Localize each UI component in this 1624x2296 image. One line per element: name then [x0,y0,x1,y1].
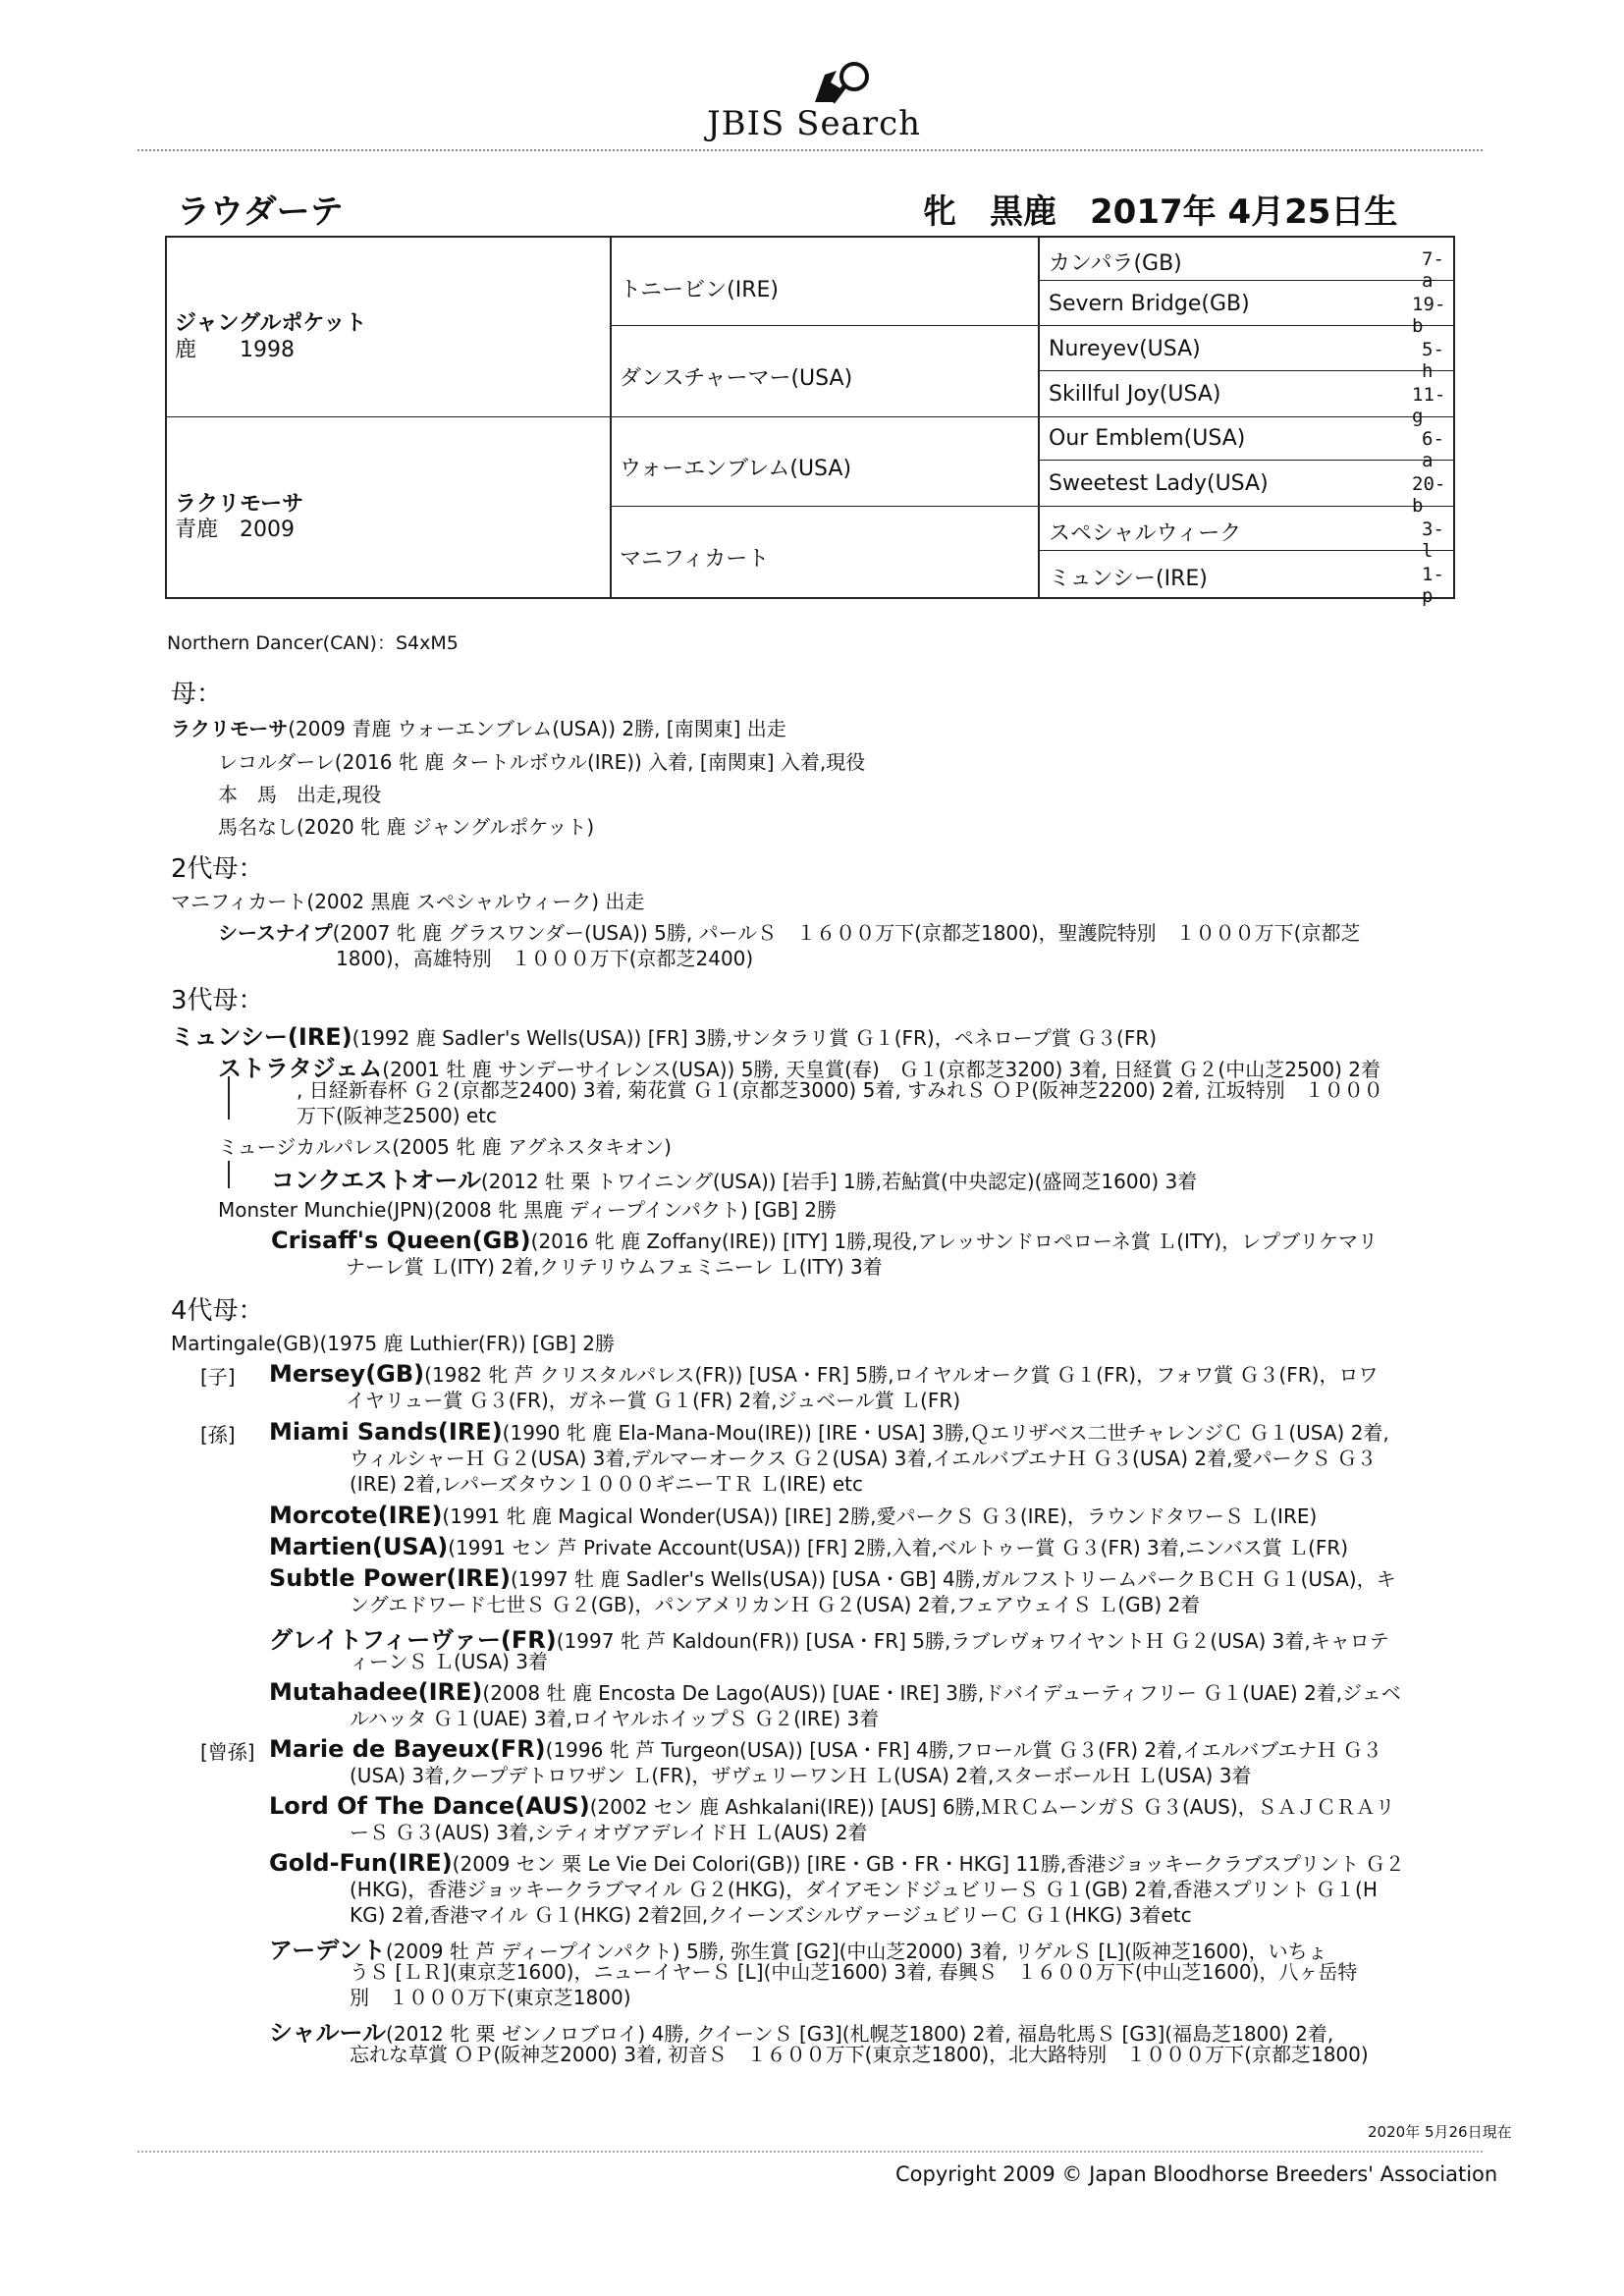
gen4-line: うＳ [ＬＲ](東京芝1600)，ニューイヤーＳ [L](中山芝1600) 3着, 春興Ｓ １６００万下(中山芝1600)，八ヶ岳特 [350,1960,1358,1984]
gen3-ancestor[interactable]: Severn Bridge(GB) [1049,292,1250,316]
gen4-line: Gold-Fun(IRE)(2009 セン 栗 Le Vie Dei Colori(GB)) [IRE・GB・FR・HKG] 11勝,香港ジョッキークラブスプリント Ｇ２ [269,1849,1405,1877]
generation-tag: [子] [200,1365,236,1389]
gen3-line: ミュンシー(IRE)(1992 鹿 Sadler's Wells(USA)) [FR] 3勝,サンタラリ賞 Ｇ１(FR)，ペネロープ賞 Ｇ３(FR) [171,1023,1158,1051]
gen4-line: Lord Of The Dance(AUS)(2002 セン 鹿 Ashkalani(IRE)) [AUS] 6勝,ＭＲＣムーンガＳ Ｇ３(AUS)，ＳＡＪＣＲＡリ [269,1792,1395,1820]
gen3-line: ミュージカルパレス(2005 牝 鹿 アグネスタキオン) [218,1135,672,1159]
gen4-line: シャルール(2012 牝 栗 ゼンノロブロイ) 4勝, クイーンＳ [G3](札幌芝1800) 2着, 福島牝馬Ｓ [G3](福島芝1800) 2着, [269,2019,1334,2047]
gen4-line: イヤリュー賞 Ｇ３(FR)，ガネー賞 Ｇ１(FR) 2着,ジュベール賞 Ｌ(FR) [346,1389,961,1412]
sire-name[interactable]: ジャングルポケット [175,311,367,336]
pedigree-table [165,236,1455,607]
footer-divider [137,2151,1483,2153]
gen3-ancestor[interactable]: Skillful Joy(USA) [1049,382,1221,407]
lineage-bar [228,1161,230,1188]
gen4-line: 忘れな草賞 ＯＰ(阪神芝2000) 3着, 初音Ｓ １６００万下(東京芝1800)，北大路特別 １０００万下(京都芝1800) [350,2043,1369,2066]
header-divider [137,149,1483,151]
magnifier-horse-icon [785,53,903,112]
gen4-root: Martingale(GB)(1975 鹿 Luthier(FR)) [GB] 2勝 [171,1332,616,1355]
generation-tag: [孫] [200,1423,236,1447]
family-number: 6-a [1422,428,1444,471]
gen4-heading: 4代母： [171,1296,264,1326]
gen4-line: Marie de Bayeux(FR)(1996 牝 芦 Turgeon(USA)) [USA・FR] 4勝,フロール賞 Ｇ３(FR) 2着,イエルバブエナＨ Ｇ３ [269,1735,1382,1763]
gen4-line: Martien(USA)(1991 セン 芦 Private Account(USA)) [FR] 2勝,入着,ベルトゥー賞 Ｇ３(FR) 3着,ニンバス賞 Ｌ(FR) [269,1533,1349,1560]
gen2-dam-sire[interactable]: ウォーエンブレム(USA) [620,457,852,481]
gen3-ancestor[interactable]: スペシャルウィーク [1049,521,1242,546]
jbis-logo [687,57,943,145]
dam-name[interactable]: ラクリモーサ [175,492,304,517]
dam-heading: 母： [171,680,223,709]
family-number: 5-h [1422,339,1444,382]
gen3-line: ナーレ賞 Ｌ(ITY) 2着,クリテリウムフェミニーレ Ｌ(ITY) 3着 [346,1255,883,1279]
gen4-line: 別 １０００万下(東京芝1800) [350,1986,631,2009]
gen2-line: マニフィカート(2002 黒鹿 スペシャルウィーク) 出走 [171,890,645,913]
gen3-line: Monster Munchie(JPN)(2008 牝 黒鹿 ディープインパクト) [GB] 2勝 [218,1198,838,1222]
gen2-line: シースナイプ(2007 牝 鹿 グラスワンダー(USA)) 5勝, パールＳ １６００万下(京都芝1800)，聖護院特別 １０００万下(京都芝 [218,921,1361,945]
gen4-line: (IRE) 2着,レパーズタウン１０００ギニーＴＲ Ｌ(IRE) etc [350,1472,863,1496]
inbreeding-note: Northern Dancer(CAN)：S4xM5 [167,632,459,654]
gen4-line: (HKG)，香港ジョッキークラブマイル Ｇ２(HKG)，ダイアモンドジュビリーＳ Ｇ１(GB) 2着,香港スプリント Ｇ１(H [350,1878,1378,1901]
gen4-line: ィーンＳ Ｌ(USA) 3着 [350,1650,549,1673]
copyright: Copyright 2009 © Japan Bloodhorse Breeders' Association [895,2162,1498,2186]
gen2-dam-dam[interactable]: マニフィカート [620,547,770,572]
gen4-line: ングエドワード七世Ｓ Ｇ２(GB)，パンアメリカンＨ Ｇ２(USA) 2着,フェアウェイＳ Ｌ(GB) 2着 [350,1593,1201,1616]
gen3-ancestor[interactable]: Nureyev(USA) [1049,337,1201,361]
gen3-line: Crisaff's Queen(GB)(2016 牝 鹿 Zoffany(IRE)) [ITY] 1勝,現役,アレッサンドロペローネ賞 Ｌ(ITY)，レプブリケマリ [271,1227,1378,1254]
gen4-line: Mersey(GB)(1982 牝 芦 クリスタルパレス(FR)) [USA・FR] 5勝,ロイヤルオーク賞 Ｇ１(FR)，フォワ賞 Ｇ３(FR)，ロワ [269,1360,1379,1388]
gen4-line: グレイトフィーヴァー(FR)(1997 牝 芦 Kaldoun(FR)) [USA・FR] 5勝,ラブレヴォワイヤントＨ Ｇ２(USA) 3着,キャロテ [269,1626,1389,1654]
gen4-line: ルハッタ Ｇ１(UAE) 3着,ロイヤルホイップＳ Ｇ２(IRE) 3着 [350,1707,880,1730]
gen4-line: アーデント(2009 牡 芦 ディープインパクト) 5勝, 弥生賞 [G2](中山芝2000) 3着, リゲルＳ [L](阪神芝1600)，いちょ [269,1937,1327,1964]
generation-tag: [曾孫] [200,1740,255,1764]
gen4-line: KG) 2着,香港マイル Ｇ１(HKG) 2着2回,クイーンズシルヴァージュビリーＣ Ｇ１(HKG) 3着etc [350,1903,1192,1927]
horse-info: 牝 黒鹿 2017年 4月25日生 [923,192,1398,232]
family-number: 7-a [1422,248,1444,292]
family-number: 3-l [1422,519,1444,562]
gen3-line: コンクエストオール(2012 牡 栗 トワイニング(USA)) [岩手] 1勝,若鮎賞(中央認定)(盛岡芝1600) 3着 [271,1167,1198,1194]
gen2-sire-sire[interactable]: トニービン(IRE) [620,278,779,302]
gen2-line: 1800)，高雄特別 １０００万下(京都芝2400) [336,947,754,970]
lineage-bar [228,1076,230,1120]
dam-offspring-line: レコルダーレ(2016 牝 鹿 タートルボウル(IRE)) 入着, [南関東] 入着,現役 [218,750,866,774]
gen4-line: ウィルシャーＨ Ｇ２(USA) 3着,デルマーオークス Ｇ２(USA) 3着,イエルバブエナＨ Ｇ３(USA) 2着,愛パークＳ Ｇ３ [350,1447,1377,1470]
horse-name: ラウダーテ [177,192,344,232]
gen3-ancestor[interactable]: Sweetest Lady(USA) [1049,471,1269,496]
sire-detail: 鹿 1998 [175,338,295,362]
as-of-date: 2020年 5月26日現在 [1368,2123,1512,2141]
gen3-ancestor[interactable]: Our Emblem(USA) [1049,426,1246,451]
gen2-heading: 2代母： [171,854,264,884]
gen3-line: , 日経新春杯 Ｇ２(京都芝2400) 3着, 菊花賞 Ｇ１(京都芝3000) 5着, すみれＳ ＯＰ(阪神芝2200) 2着, 江坂特別 １０００ [297,1078,1383,1102]
gen4-line: ーＳ Ｇ３(AUS) 3着,シティオヴアデレイドＨ Ｌ(AUS) 2着 [350,1821,868,1844]
family-number: 11-g [1412,384,1446,427]
family-number: 20-b [1412,473,1446,517]
dam-offspring-line: 本 馬 出走,現役 [218,783,382,806]
gen3-heading: 3代母： [171,986,264,1015]
gen3-ancestor[interactable]: ミュンシー(IRE) [1049,567,1208,591]
gen3-ancestor[interactable]: カンパラ(GB) [1049,251,1182,276]
dam-offspring-line: 馬名なし(2020 牝 鹿 ジャングルポケット) [218,815,595,839]
logo-text: JBIS Search [707,104,922,143]
gen3-line: 万下(阪神芝2500) etc [297,1104,498,1127]
dam-detail: 青鹿 2009 [175,518,295,542]
gen4-line: Mutahadee(IRE)(2008 牡 鹿 Encosta De Lago(AUS)) [UAE・IRE] 3勝,ドバイデューティフリー Ｇ１(UAE) 2着,ジェベ [269,1678,1401,1706]
gen4-line: Morcote(IRE)(1991 牝 鹿 Magical Wonder(USA)) [IRE] 2勝,愛パークＳ Ｇ３(IRE)，ラウンドタワーＳ Ｌ(IRE) [269,1502,1318,1529]
dam-line: ラクリモーサ(2009 青鹿 ウォーエンブレム(USA)) 2勝, [南関東] 出走 [171,717,786,740]
gen3-line: ストラタジェム(2001 牡 鹿 サンデーサイレンス(USA)) 5勝, 天皇賞(春) Ｇ１(京都芝3200) 3着, 日経賞 Ｇ２(中山芝2500) 2着 [218,1055,1380,1082]
gen4-line: Miami Sands(IRE)(1990 牝 鹿 Ela-Mana-Mou(IRE)) [IRE・USA] 3勝,Ｑエリザベス二世チャレンジＣ Ｇ１(USA) 2着, [269,1418,1389,1446]
family-number: 19-b [1412,294,1446,337]
gen4-line: (USA) 3着,クープデトロワザン Ｌ(FR)，ザヴェリーワンＨ Ｌ(USA) 2着,スターボールＨ Ｌ(USA) 3着 [350,1764,1252,1787]
gen4-line: Subtle Power(IRE)(1997 牡 鹿 Sadler's Wells(USA)) [USA・GB] 4勝,ガルフストリームパークＢＣＨ Ｇ１(USA)，キ [269,1564,1396,1592]
gen2-sire-dam[interactable]: ダンスチャーマー(USA) [620,366,853,391]
family-number: 1-p [1422,564,1444,607]
